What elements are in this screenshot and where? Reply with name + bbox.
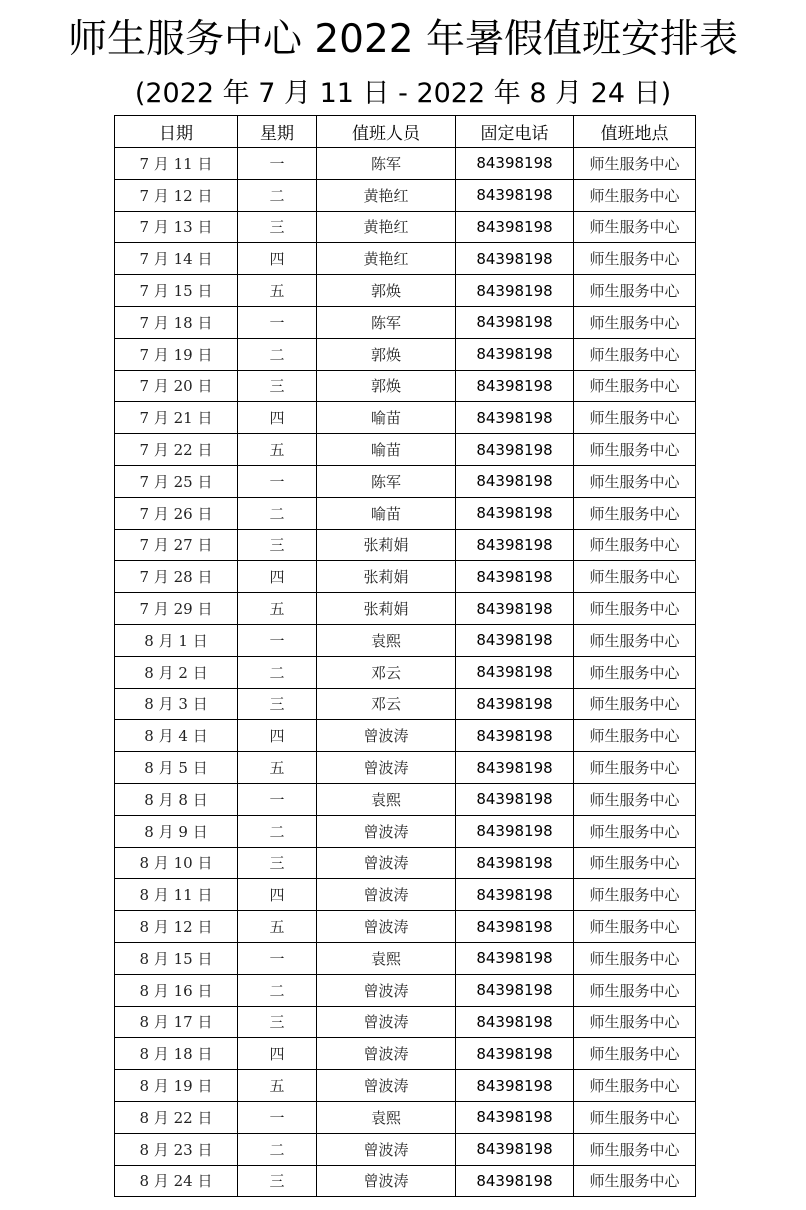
cell-date: 7 月 12 日 xyxy=(115,179,238,211)
cell-phone: 84398198 xyxy=(456,243,574,275)
duty-schedule-table xyxy=(114,115,696,1197)
cell-location: 师生服务中心 xyxy=(574,624,696,656)
table-row xyxy=(115,275,696,307)
cell-weekday: 二 xyxy=(238,815,317,847)
cell-date: 7 月 13 日 xyxy=(115,211,238,243)
cell-phone: 84398198 xyxy=(456,847,574,879)
cell-phone: 84398198 xyxy=(456,783,574,815)
cell-weekday: 二 xyxy=(238,974,317,1006)
cell-staff: 喻苗 xyxy=(317,497,456,529)
cell-staff: 黄艳红 xyxy=(317,179,456,211)
cell-date: 7 月 20 日 xyxy=(115,370,238,402)
cell-phone: 84398198 xyxy=(456,688,574,720)
cell-weekday: 五 xyxy=(238,593,317,625)
cell-date: 7 月 22 日 xyxy=(115,434,238,466)
table-row xyxy=(115,1165,696,1197)
cell-location: 师生服务中心 xyxy=(574,434,696,466)
table-row xyxy=(115,911,696,943)
cell-staff: 袁熙 xyxy=(317,624,456,656)
cell-weekday: 五 xyxy=(238,434,317,466)
cell-location: 师生服务中心 xyxy=(574,179,696,211)
cell-staff: 曾波涛 xyxy=(317,911,456,943)
page-title: 师生服务中心 2022 年暑假值班安排表 xyxy=(67,17,739,62)
cell-phone: 84398198 xyxy=(456,338,574,370)
cell-phone: 84398198 xyxy=(456,402,574,434)
cell-date: 8 月 8 日 xyxy=(115,783,238,815)
cell-location: 师生服务中心 xyxy=(574,974,696,1006)
cell-location: 师生服务中心 xyxy=(574,815,696,847)
cell-location: 师生服务中心 xyxy=(574,465,696,497)
cell-date: 8 月 2 日 xyxy=(115,656,238,688)
table-row xyxy=(115,561,696,593)
cell-weekday: 五 xyxy=(238,911,317,943)
table-row xyxy=(115,1101,696,1133)
cell-phone: 84398198 xyxy=(456,179,574,211)
table-row xyxy=(115,974,696,1006)
cell-location: 师生服务中心 xyxy=(574,942,696,974)
cell-weekday: 三 xyxy=(238,529,317,561)
cell-weekday: 三 xyxy=(238,211,317,243)
cell-weekday: 一 xyxy=(238,148,317,180)
table-row xyxy=(115,338,696,370)
cell-location: 师生服务中心 xyxy=(574,338,696,370)
header-staff: 值班人员 xyxy=(317,116,456,148)
table-row xyxy=(115,402,696,434)
cell-phone: 84398198 xyxy=(456,1070,574,1102)
table-header xyxy=(115,116,696,148)
cell-staff: 曾波涛 xyxy=(317,1006,456,1038)
cell-staff: 张莉娟 xyxy=(317,593,456,625)
cell-location: 师生服务中心 xyxy=(574,688,696,720)
cell-weekday: 五 xyxy=(238,752,317,784)
cell-phone: 84398198 xyxy=(456,434,574,466)
table-row xyxy=(115,879,696,911)
cell-phone: 84398198 xyxy=(456,911,574,943)
cell-weekday: 二 xyxy=(238,1133,317,1165)
table-row xyxy=(115,593,696,625)
cell-phone: 84398198 xyxy=(456,1006,574,1038)
cell-date: 7 月 21 日 xyxy=(115,402,238,434)
cell-location: 师生服务中心 xyxy=(574,593,696,625)
date-range-subtitle: (2022 年 7 月 11 日 - 2022 年 8 月 24 日) xyxy=(134,78,672,109)
cell-phone: 84398198 xyxy=(456,465,574,497)
cell-staff: 曾波涛 xyxy=(317,1070,456,1102)
cell-phone: 84398198 xyxy=(456,752,574,784)
cell-staff: 黄艳红 xyxy=(317,243,456,275)
cell-date: 7 月 11 日 xyxy=(115,148,238,180)
cell-location: 师生服务中心 xyxy=(574,561,696,593)
cell-phone: 84398198 xyxy=(456,879,574,911)
cell-weekday: 四 xyxy=(238,402,317,434)
header-location: 值班地点 xyxy=(574,116,696,148)
cell-phone: 84398198 xyxy=(456,1133,574,1165)
cell-location: 师生服务中心 xyxy=(574,148,696,180)
cell-date: 8 月 5 日 xyxy=(115,752,238,784)
cell-staff: 曾波涛 xyxy=(317,752,456,784)
cell-staff: 陈军 xyxy=(317,465,456,497)
cell-phone: 84398198 xyxy=(456,593,574,625)
cell-location: 师生服务中心 xyxy=(574,402,696,434)
cell-date: 7 月 18 日 xyxy=(115,306,238,338)
cell-phone: 84398198 xyxy=(456,148,574,180)
cell-location: 师生服务中心 xyxy=(574,879,696,911)
cell-location: 师生服务中心 xyxy=(574,529,696,561)
cell-location: 师生服务中心 xyxy=(574,370,696,402)
cell-staff: 张莉娟 xyxy=(317,529,456,561)
table-row xyxy=(115,1006,696,1038)
cell-weekday: 四 xyxy=(238,1038,317,1070)
cell-date: 8 月 10 日 xyxy=(115,847,238,879)
cell-location: 师生服务中心 xyxy=(574,783,696,815)
cell-date: 8 月 4 日 xyxy=(115,720,238,752)
cell-location: 师生服务中心 xyxy=(574,211,696,243)
cell-weekday: 一 xyxy=(238,942,317,974)
cell-weekday: 五 xyxy=(238,1070,317,1102)
table-row xyxy=(115,211,696,243)
cell-staff: 邓云 xyxy=(317,656,456,688)
cell-date: 8 月 16 日 xyxy=(115,974,238,1006)
table-body xyxy=(115,148,696,1197)
cell-weekday: 一 xyxy=(238,783,317,815)
cell-staff: 邓云 xyxy=(317,688,456,720)
table-row xyxy=(115,497,696,529)
cell-phone: 84398198 xyxy=(456,624,574,656)
cell-phone: 84398198 xyxy=(456,656,574,688)
cell-date: 8 月 19 日 xyxy=(115,1070,238,1102)
cell-phone: 84398198 xyxy=(456,974,574,1006)
cell-phone: 84398198 xyxy=(456,720,574,752)
cell-location: 师生服务中心 xyxy=(574,847,696,879)
cell-staff: 郭焕 xyxy=(317,370,456,402)
cell-location: 师生服务中心 xyxy=(574,752,696,784)
cell-phone: 84398198 xyxy=(456,211,574,243)
cell-date: 8 月 1 日 xyxy=(115,624,238,656)
table-row xyxy=(115,624,696,656)
cell-staff: 袁熙 xyxy=(317,783,456,815)
cell-weekday: 一 xyxy=(238,306,317,338)
cell-weekday: 三 xyxy=(238,688,317,720)
cell-weekday: 四 xyxy=(238,561,317,593)
cell-phone: 84398198 xyxy=(456,275,574,307)
cell-phone: 84398198 xyxy=(456,370,574,402)
table-row xyxy=(115,370,696,402)
table-row xyxy=(115,434,696,466)
cell-phone: 84398198 xyxy=(456,561,574,593)
cell-staff: 郭焕 xyxy=(317,338,456,370)
cell-date: 8 月 9 日 xyxy=(115,815,238,847)
table-row xyxy=(115,306,696,338)
cell-weekday: 四 xyxy=(238,720,317,752)
cell-location: 师生服务中心 xyxy=(574,911,696,943)
cell-date: 7 月 26 日 xyxy=(115,497,238,529)
table-row xyxy=(115,465,696,497)
cell-date: 7 月 29 日 xyxy=(115,593,238,625)
cell-weekday: 一 xyxy=(238,465,317,497)
cell-staff: 曾波涛 xyxy=(317,974,456,1006)
cell-location: 师生服务中心 xyxy=(574,1165,696,1197)
cell-weekday: 一 xyxy=(238,1101,317,1133)
table-row xyxy=(115,783,696,815)
cell-weekday: 二 xyxy=(238,338,317,370)
cell-date: 8 月 18 日 xyxy=(115,1038,238,1070)
cell-date: 8 月 23 日 xyxy=(115,1133,238,1165)
table-row xyxy=(115,656,696,688)
cell-staff: 曾波涛 xyxy=(317,815,456,847)
cell-phone: 84398198 xyxy=(456,497,574,529)
cell-location: 师生服务中心 xyxy=(574,1038,696,1070)
table-row xyxy=(115,243,696,275)
cell-phone: 84398198 xyxy=(456,529,574,561)
cell-location: 师生服务中心 xyxy=(574,497,696,529)
table-row xyxy=(115,1070,696,1102)
cell-date: 7 月 19 日 xyxy=(115,338,238,370)
cell-phone: 84398198 xyxy=(456,1165,574,1197)
cell-location: 师生服务中心 xyxy=(574,1070,696,1102)
cell-weekday: 三 xyxy=(238,847,317,879)
cell-phone: 84398198 xyxy=(456,815,574,847)
cell-staff: 袁熙 xyxy=(317,942,456,974)
cell-location: 师生服务中心 xyxy=(574,656,696,688)
cell-location: 师生服务中心 xyxy=(574,243,696,275)
cell-weekday: 一 xyxy=(238,624,317,656)
table-row xyxy=(115,752,696,784)
cell-staff: 袁熙 xyxy=(317,1101,456,1133)
cell-staff: 张莉娟 xyxy=(317,561,456,593)
cell-date: 8 月 11 日 xyxy=(115,879,238,911)
cell-date: 8 月 24 日 xyxy=(115,1165,238,1197)
cell-staff: 曾波涛 xyxy=(317,847,456,879)
cell-weekday: 五 xyxy=(238,275,317,307)
cell-staff: 陈军 xyxy=(317,148,456,180)
table-row xyxy=(115,1133,696,1165)
cell-location: 师生服务中心 xyxy=(574,720,696,752)
cell-location: 师生服务中心 xyxy=(574,1101,696,1133)
table-row xyxy=(115,815,696,847)
header-row xyxy=(115,116,696,148)
table-row xyxy=(115,688,696,720)
cell-weekday: 四 xyxy=(238,243,317,275)
cell-date: 7 月 14 日 xyxy=(115,243,238,275)
table-row xyxy=(115,847,696,879)
cell-staff: 喻苗 xyxy=(317,434,456,466)
cell-weekday: 三 xyxy=(238,370,317,402)
cell-phone: 84398198 xyxy=(456,306,574,338)
table-row xyxy=(115,1038,696,1070)
cell-date: 8 月 22 日 xyxy=(115,1101,238,1133)
cell-location: 师生服务中心 xyxy=(574,1133,696,1165)
cell-phone: 84398198 xyxy=(456,1101,574,1133)
cell-staff: 曾波涛 xyxy=(317,1133,456,1165)
cell-staff: 郭焕 xyxy=(317,275,456,307)
cell-staff: 曾波涛 xyxy=(317,1165,456,1197)
cell-weekday: 二 xyxy=(238,497,317,529)
cell-staff: 曾波涛 xyxy=(317,1038,456,1070)
header-weekday: 星期 xyxy=(238,116,317,148)
cell-date: 7 月 25 日 xyxy=(115,465,238,497)
table-row xyxy=(115,179,696,211)
cell-date: 7 月 28 日 xyxy=(115,561,238,593)
table-row xyxy=(115,148,696,180)
header-phone: 固定电话 xyxy=(456,116,574,148)
cell-date: 8 月 17 日 xyxy=(115,1006,238,1038)
cell-date: 8 月 3 日 xyxy=(115,688,238,720)
cell-staff: 喻苗 xyxy=(317,402,456,434)
cell-weekday: 四 xyxy=(238,879,317,911)
cell-weekday: 二 xyxy=(238,179,317,211)
cell-staff: 曾波涛 xyxy=(317,720,456,752)
cell-weekday: 三 xyxy=(238,1165,317,1197)
cell-location: 师生服务中心 xyxy=(574,275,696,307)
cell-phone: 84398198 xyxy=(456,942,574,974)
cell-staff: 陈军 xyxy=(317,306,456,338)
cell-staff: 黄艳红 xyxy=(317,211,456,243)
cell-location: 师生服务中心 xyxy=(574,1006,696,1038)
cell-phone: 84398198 xyxy=(456,1038,574,1070)
cell-location: 师生服务中心 xyxy=(574,306,696,338)
cell-date: 7 月 15 日 xyxy=(115,275,238,307)
header-date: 日期 xyxy=(115,116,238,148)
table-row xyxy=(115,720,696,752)
cell-weekday: 三 xyxy=(238,1006,317,1038)
cell-date: 8 月 15 日 xyxy=(115,942,238,974)
table-row xyxy=(115,529,696,561)
table-row xyxy=(115,942,696,974)
cell-date: 8 月 12 日 xyxy=(115,911,238,943)
cell-staff: 曾波涛 xyxy=(317,879,456,911)
cell-date: 7 月 27 日 xyxy=(115,529,238,561)
cell-weekday: 二 xyxy=(238,656,317,688)
